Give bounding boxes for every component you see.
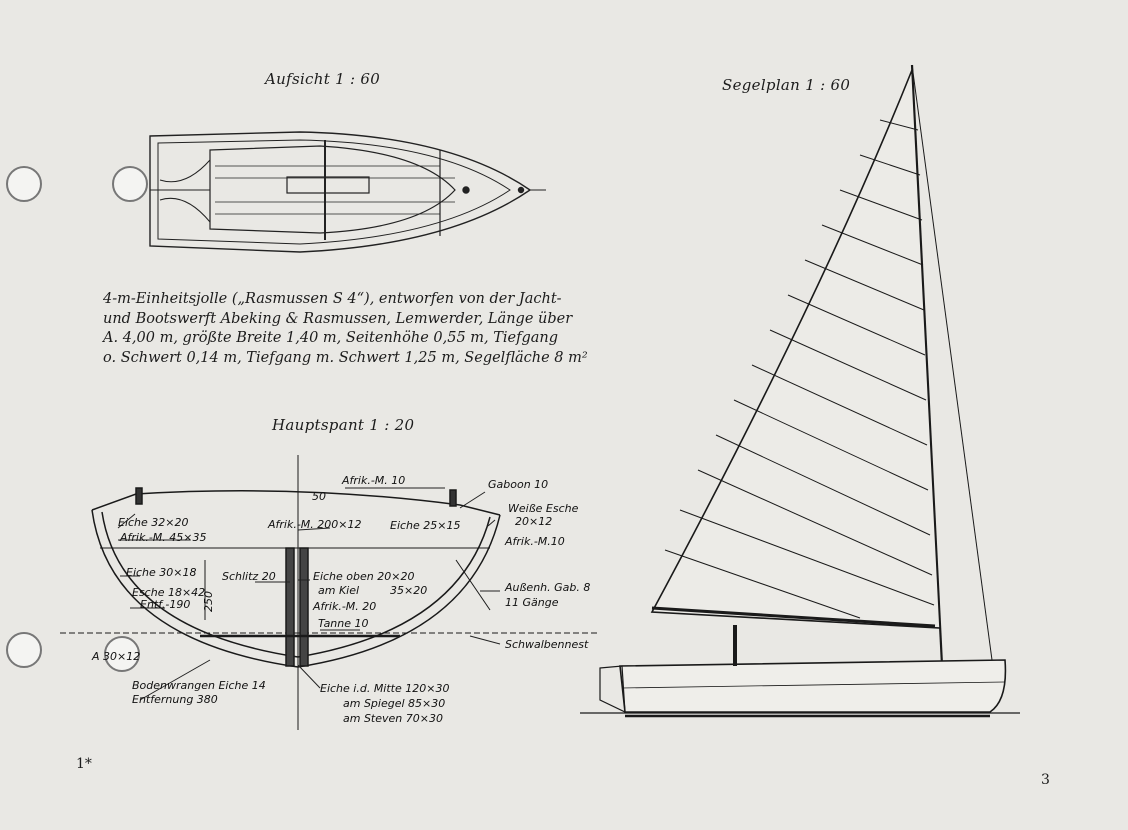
frame-label: Entfernung 380	[132, 693, 218, 706]
frame-label: Eiche 25×15	[390, 519, 461, 532]
frame-label: Eiche oben 20×20	[313, 570, 415, 583]
sail-plan-caption: Segelplan 1 : 60	[722, 76, 851, 94]
frame-label: Afrik.-M. 10	[342, 474, 406, 487]
frame-label: 35×20	[390, 584, 428, 597]
frame-label: Schlitz 20	[222, 570, 276, 583]
frame-label: Außenh. Gab. 8	[505, 581, 591, 594]
frame-label: A 30×12	[92, 650, 141, 663]
frame-label: Afrik.-M. 20	[313, 600, 377, 613]
frame-label: Eiche i.d. Mitte 120×30	[320, 682, 450, 695]
frame-label: 250	[202, 591, 215, 612]
top-view-caption: Aufsicht 1 : 60	[265, 70, 381, 88]
frame-label: Weiße Esche	[508, 502, 579, 515]
frame-label: am Spiegel 85×30	[343, 697, 446, 710]
frame-label: Bodenwrangen Eiche 14	[132, 679, 266, 692]
description-line: o. Schwert 0,14 m, Tiefgang m. Schwert 1,25 m, Segelfläche 8 m²	[103, 349, 588, 366]
frame-label: Afrik.-M.10	[505, 535, 565, 548]
description-line: 4-m-Einheitsjolle („Rasmussen S 4“), entworfen von der Jacht-	[103, 291, 562, 307]
frame-label: Entf.-190	[140, 598, 191, 611]
frame-label: Tanne 10	[318, 617, 369, 630]
frame-label: 11 Gänge	[505, 596, 559, 609]
page-number-right: 3	[1041, 772, 1050, 788]
frame-label: am Kiel	[318, 584, 360, 597]
description-line: A. 4,00 m, größte Breite 1,40 m, Seitenhöhe 0,55 m, Tiefgang	[103, 330, 559, 346]
page-number-left: 1*	[76, 756, 92, 772]
frame-label: Afrik.-M. 45×35	[120, 531, 207, 544]
frame-label: Schwalbennest	[505, 638, 589, 651]
description-line: und Bootswerft Abeking & Rasmussen, Lemwerder, Länge über	[103, 310, 573, 327]
frame-label: Gaboon 10	[488, 478, 549, 491]
frame-label: Esche 18×42	[132, 586, 206, 599]
main-frame-caption: Hauptspant 1 : 20	[272, 416, 415, 434]
frame-label: am Steven 70×30	[343, 712, 443, 725]
frame-label: 50	[312, 490, 326, 503]
frame-label: Eiche 30×18	[126, 566, 197, 579]
frame-label: 20×12	[515, 515, 553, 528]
frame-label: Eiche 32×20	[118, 516, 189, 529]
frame-label: Afrik.-M. 200×12	[268, 518, 362, 531]
